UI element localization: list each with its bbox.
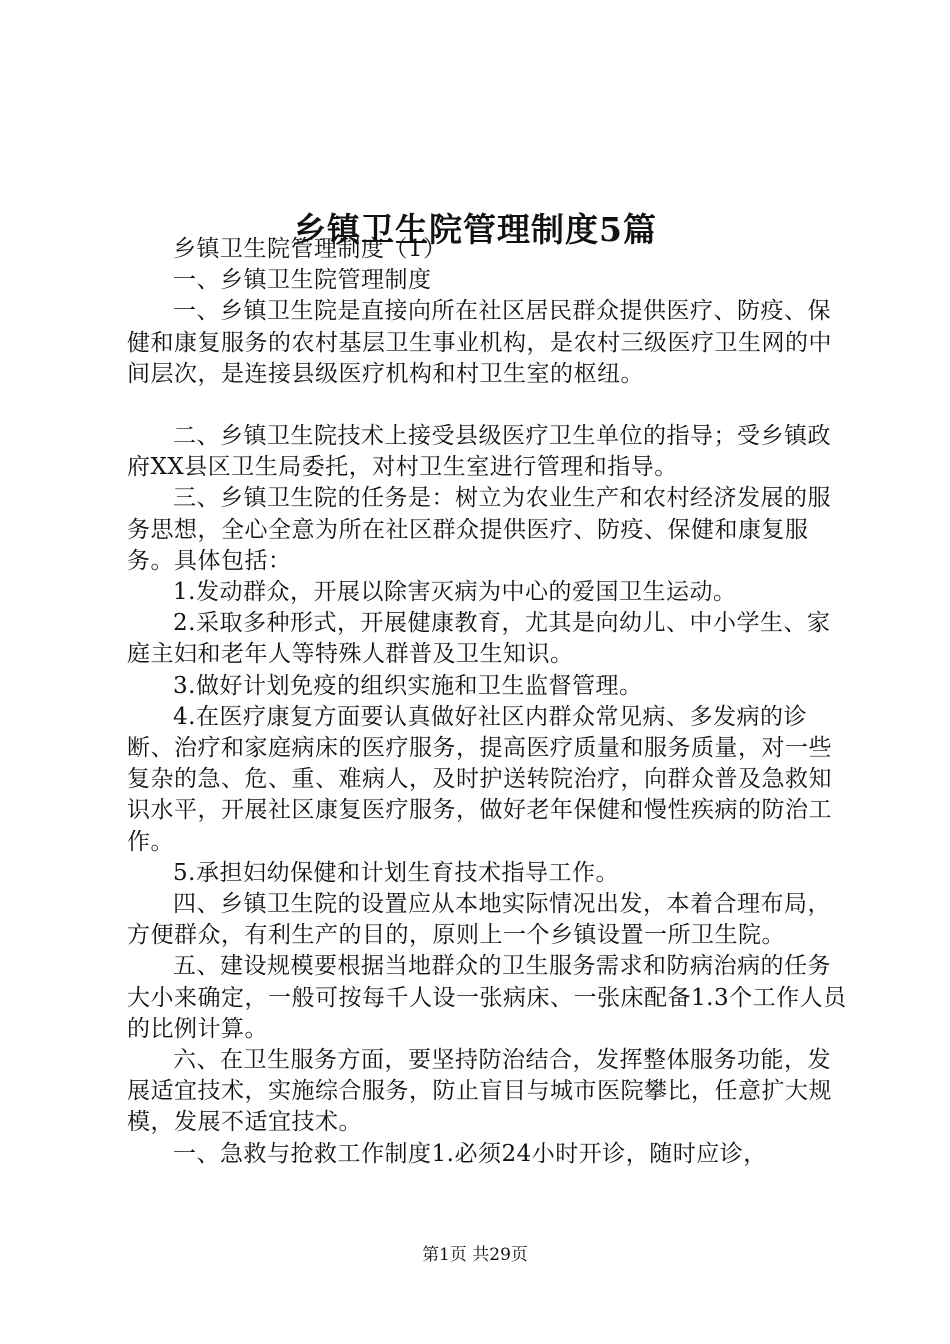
list-item: 1.发动群众，开展以除害灭病为中心的爱国卫生运动。 [173, 579, 737, 606]
subsection-heading: 一、乡镇卫生院管理制度 [173, 267, 432, 294]
paragraph: 二、乡镇卫生院技术上接受县级医疗卫生单位的指导；受乡镇政府XX县区卫生局委托，对村卫生室进行管理和指导。 [127, 423, 831, 481]
paragraph: 一、急救与抢救工作制度1.必须24小时开诊，随时应诊， [173, 1140, 767, 1167]
paragraph: 四、乡镇卫生院的设置应从本地实际情况出发，本着合理布局，方便群众，有利生产的目的，原则上一个乡镇设置一所卫生院。 [127, 891, 831, 949]
paragraph: 三、乡镇卫生院的任务是：树立为农业生产和农村经济发展的服务思想，全心全意为所在社区群众提供医疗、防疫、保健和康复服务。具体包括： [127, 485, 831, 574]
list-item: 5.承担妇幼保健和计划生育技术指导工作。 [173, 859, 619, 886]
section-heading: 乡镇卫生院管理制度（1） [173, 236, 447, 262]
list-item: 2.采取多种形式，开展健康教育，尤其是向幼儿、中小学生、家庭主妇和老年人等特殊人群普及卫生知识。 [127, 610, 831, 668]
paragraph: 六、在卫生服务方面，要坚持防治结合，发挥整体服务功能，发展适宜技术，实施综合服务，防止盲目与城市医院攀比，任意扩大规模，发展不适宜技术。 [127, 1047, 832, 1136]
list-item: 4.在医疗康复方面要认真做好社区内群众常见病、多发病的诊断、治疗和家庭病床的医疗服务，提高医疗质量和服务质量，对一些复杂的急、危、重、难病人，及时护送转院治疗，向群众普及急救知识水平，开展社区康复医疗服务，做好老年保健和慢性疾病的防治工作。 [127, 703, 832, 855]
paragraph: 五、建设规模要根据当地群众的卫生服务需求和防病治病的任务大小来确定，一般可按每千人设一张病床、一张床配备1.3个工作人员的比例计算。 [127, 953, 847, 1042]
document-title: 乡镇卫生院管理制度5篇 [293, 210, 657, 250]
page-footer: 第1页 共29页 [422, 1245, 528, 1265]
document-body [127, 234, 847, 1170]
paragraph: 一、乡镇卫生院是直接向所在社区居民群众提供医疗、防疫、保健和康复服务的农村基层卫生事业机构，是农村三级医疗卫生网的中间层次，是连接县级医疗机构和村卫生室的枢纽。 [127, 298, 832, 387]
list-item: 3.做好计划免疫的组织实施和卫生监督管理。 [173, 672, 643, 699]
